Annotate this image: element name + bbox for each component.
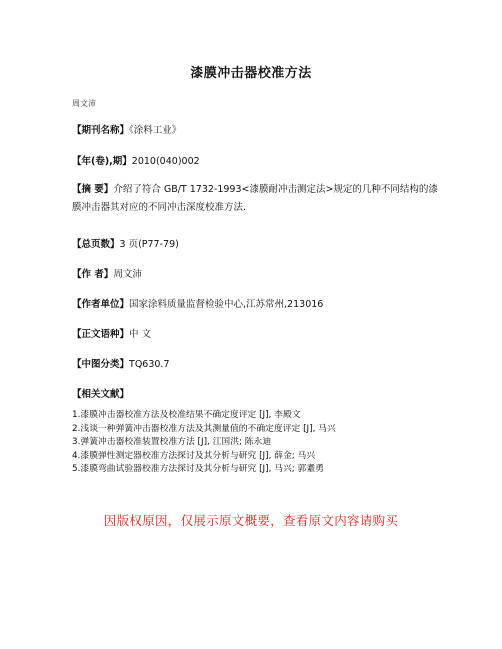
journal-value: 《涂料工业》: [129, 125, 182, 136]
related-label: 【相关文献】: [72, 389, 130, 400]
related-item[interactable]: 5.漆膜弯曲试验器校准方法探讨及其分析与研究 [J], 马兴; 郭耋勇: [72, 464, 324, 474]
related-item[interactable]: 1.漆膜冲击器校准方法及校准结果不确定度评定 [J], 李殿文: [72, 410, 301, 420]
clc-label: 【中图分类】: [72, 359, 130, 370]
journal-row: [72, 124, 442, 138]
abstract-value: 介绍了符合 GB/T 1732-1993<漆膜耐冲击测定法>规定的几种不同结构的漆膜冲击器其对应的不同冲击深度校准方法.: [72, 184, 438, 213]
related-item[interactable]: 3.弹簧冲击器校准装置校准方法 [J], 江国洪; 陈永迪: [72, 437, 272, 447]
affiliation-row: [72, 298, 442, 312]
copyright-notice[interactable]: 因版权原因，仅展示原文概要，查看原文内容请购买: [103, 513, 399, 528]
related-item[interactable]: 4.漆膜弹性测定器校准方法探讨及其分析与研究 [J], 薛金; 马兴: [72, 450, 316, 461]
clc-row: [72, 358, 442, 372]
pages-value: 3 页(P77-79): [119, 239, 179, 250]
pages-label: 【总页数】: [72, 239, 120, 250]
journal-label: 【期刊名称】: [72, 125, 130, 136]
author-line: 周文沛: [72, 99, 96, 108]
affiliation-label: 【作者单位】: [72, 299, 130, 310]
related-item[interactable]: 2.浅谈一种弹簧冲击器校准方法及其测量值的不确定度评定 [J], 马兴: [72, 423, 336, 434]
clc-value: TQ630.7: [129, 359, 170, 370]
year-label: 【年(卷),期】: [72, 156, 132, 167]
pages-row: [72, 238, 442, 252]
author-row: [72, 268, 442, 282]
abstract-label: 【摘 要】: [72, 184, 114, 195]
author-field-label: 【作 者】: [72, 269, 114, 280]
related-list: [72, 409, 452, 477]
related-heading: [72, 388, 442, 402]
affiliation-value: 国家涂料质量监督检验中心,江苏常州,213016: [129, 299, 324, 310]
year-value: 2010(040)002: [131, 156, 200, 167]
abstract-row: [72, 181, 442, 217]
year-row: [72, 155, 442, 169]
page-title: 漆膜冲击器校准方法: [190, 66, 312, 81]
language-value: 中 文: [129, 329, 152, 340]
language-label: 【正文语种】: [72, 329, 130, 340]
language-row: [72, 328, 442, 342]
author-field-value: 周文沛: [113, 269, 142, 280]
